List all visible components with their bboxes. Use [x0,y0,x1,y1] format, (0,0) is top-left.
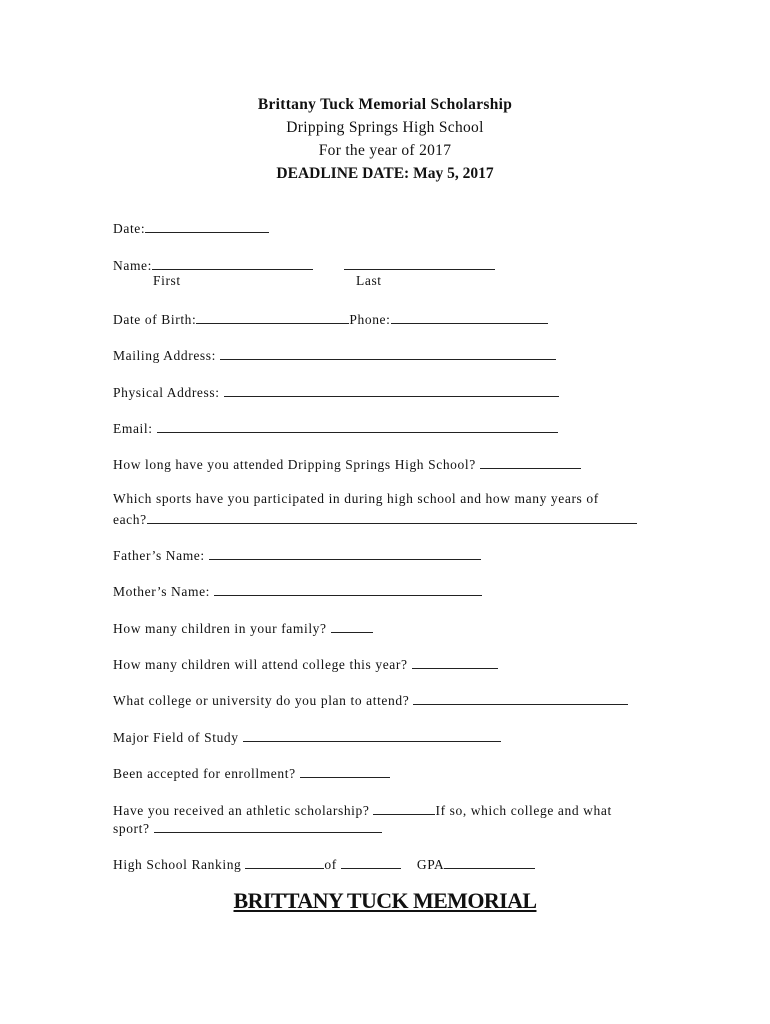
first-caption: First [153,273,181,288]
mother-blank[interactable] [214,582,482,596]
athletic-followup-label: If so, which college and what [435,803,612,818]
college-children-row [113,655,498,673]
ranking-label: High School Ranking [113,857,242,872]
athletic-row-1 [113,801,612,819]
dob-phone-row [113,310,548,328]
last-name-blank[interactable] [344,256,495,270]
college-blank[interactable] [413,691,628,705]
mailing-label: Mailing Address: [113,348,216,363]
mailing-blank[interactable] [220,346,556,360]
sport-blank[interactable] [154,819,382,833]
accepted-blank[interactable] [300,764,390,778]
children-label: How many children in your family? [113,621,327,636]
email-blank[interactable] [157,419,558,433]
deadline-date: DEADLINE DATE: May 5, 2017 [276,165,494,182]
of-label: of [324,857,337,872]
ranking-total-blank[interactable] [341,855,401,869]
form-year: For the year of 2017 [318,142,452,159]
ranking-row [113,855,535,873]
accepted-label: Been accepted for enrollment? [113,766,296,781]
first-name-blank[interactable] [152,256,313,270]
major-label: Major Field of Study [113,730,239,745]
sports-label: Which sports have you participated in during high school and how many years of [113,491,599,506]
physical-label: Physical Address: [113,385,220,400]
attended-blank[interactable] [480,455,581,469]
athletic-row-2 [113,819,382,837]
dob-blank[interactable] [196,310,349,324]
email-label: Email: [113,421,153,436]
name-label: Name: [113,258,152,273]
attended-label: How long have you attended Dripping Springs High School? [113,457,476,472]
father-label: Father’s Name: [113,548,205,563]
attended-row [113,455,581,473]
accepted-row [113,764,390,782]
phone-blank[interactable] [391,310,548,324]
gpa-blank[interactable] [444,855,535,869]
ranking-blank[interactable] [245,855,324,869]
form-header [0,93,770,185]
sports-label-each: each? [113,512,147,527]
athletic-label: Have you received an athletic scholarship? [113,803,370,818]
major-blank[interactable] [243,728,501,742]
phone-label: Phone: [349,312,391,327]
name-row [113,256,495,274]
children-blank[interactable] [331,619,373,633]
sports-row-2 [113,510,637,528]
physical-blank[interactable] [224,383,559,397]
sports-blank[interactable] [147,510,637,524]
sport-label: sport? [113,821,150,836]
school-name: Dripping Springs High School [286,119,484,136]
form-title: Brittany Tuck Memorial Scholarship [257,96,513,113]
athletic-blank[interactable] [373,801,435,815]
date-blank[interactable] [145,219,269,233]
father-row [113,546,481,564]
college-children-label: How many children will attend college this year? [113,657,408,672]
mailing-row [113,346,556,364]
major-row [113,728,501,746]
date-row [113,219,269,237]
college-label: What college or university do you plan to attend? [113,693,410,708]
college-row [113,691,628,709]
mother-label: Mother’s Name: [113,584,211,599]
sports-row-1 [113,491,599,507]
gpa-label: GPA [416,857,445,872]
date-label: Date: [113,221,146,236]
mother-row [113,582,482,600]
father-blank[interactable] [209,546,481,560]
footer-heading: BRITTANY TUCK MEMORIAL [233,888,537,913]
children-row [113,619,373,637]
dob-label: Date of Birth: [113,312,197,327]
last-caption: Last [356,273,382,288]
college-children-blank[interactable] [412,655,498,669]
physical-row [113,383,559,401]
email-row [113,419,558,437]
